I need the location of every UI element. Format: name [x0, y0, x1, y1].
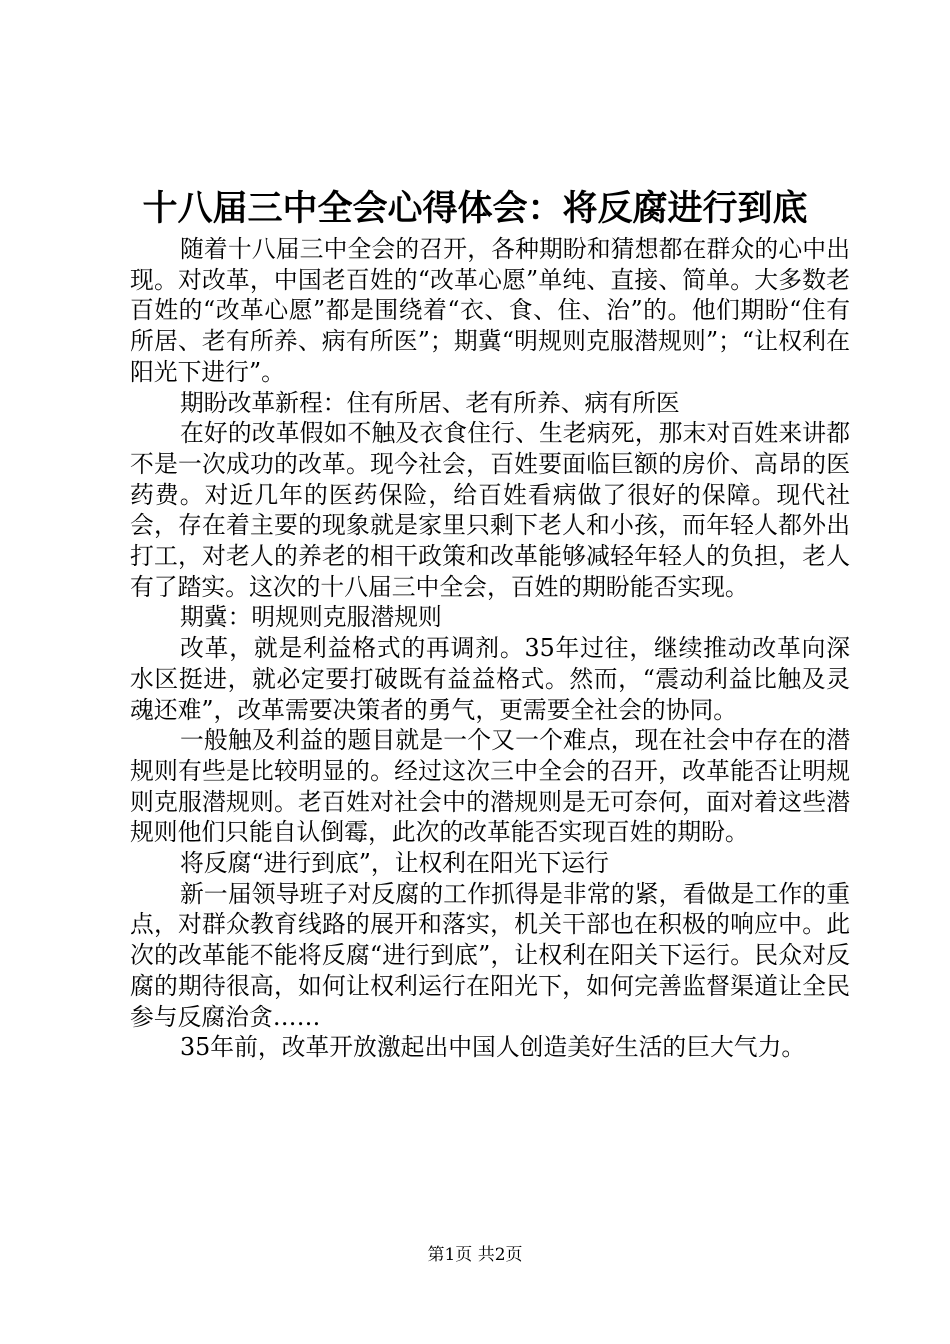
document-title: 十八届三中全会心得体会：将反腐进行到底 — [142, 188, 808, 229]
paragraph-livelihood: 在好的改革假如不触及衣食住行、生老病死，那末对百姓来讲都不是一次成功的改革。现今社会，百姓要面临巨额的房价、高昂的医药费。对近几年的医药保险，给百姓看病做了很好的保障。现代社会，存在着主要的现象就是家里只剩下老人和小孩，而年轻人都外出打工，对老人的养老的相干政策和改革能够减轻年轻人的负担，老人有了踏实。这次的十八届三中全会，百姓的期盼能否实现。 — [130, 419, 850, 601]
section-heading-anticorruption: 将反腐“进行到底”，让权利在阳光下运行 — [180, 849, 609, 878]
document-body — [130, 234, 850, 1063]
page-number-footer: 第1页 共2页 — [427, 1245, 523, 1265]
section-heading-expectations: 期盼改革新程：住有所居、老有所养、病有所医 — [180, 388, 680, 417]
paragraph-hidden-rules: 一般触及利益的题目就是一个又一个难点，现在社会中存在的潜规则有些是比较明显的。经过这次三中全会的召开，改革能否让明规则克服潜规则。老百姓对社会中的潜规则是无可奈何，面对着这些潜规则他们只能自认倒霉，此次的改革能否实现百姓的期盼。 — [130, 726, 850, 847]
paragraph-anticorruption: 新一届领导班子对反腐的工作抓得是非常的紧，看做是工作的重点，对群众教育线路的展开和落实，机关干部也在积极的响应中。此次的改革能不能将反腐“进行到底”，让权利在阳关下运行。民众对反腐的期待很高，如何让权利运行在阳光下，如何完善监督渠道让全民参与反腐治贪…… — [130, 879, 850, 1031]
section-heading-rules: 期冀：明规则克服潜规则 — [180, 603, 442, 632]
paragraph-closing: 35年前，改革开放激起出中国人创造美好生活的巨大气力。 — [180, 1033, 806, 1062]
paragraph-interests: 改革，就是利益格式的再调剂。35年过往，继续推动改革向深水区挺进，就必定要打破既有益益格式。然而，“震动利益比触及灵魂还难”，改革需要决策者的勇气，更需要全社会的协同。 — [130, 634, 850, 724]
paragraph-intro: 随着十八届三中全会的召开，各种期盼和猜想都在群众的心中出现。对改革，中国老百姓的“改革心愿”单纯、直接、简单。大多数老百姓的“改革心愿”都是围绕着“衣、食、住、治”的。他们期盼“住有所居、老有所养、病有所医”；期冀“明规则克服潜规则”；“让权利在阳光下进行”。 — [130, 235, 850, 386]
